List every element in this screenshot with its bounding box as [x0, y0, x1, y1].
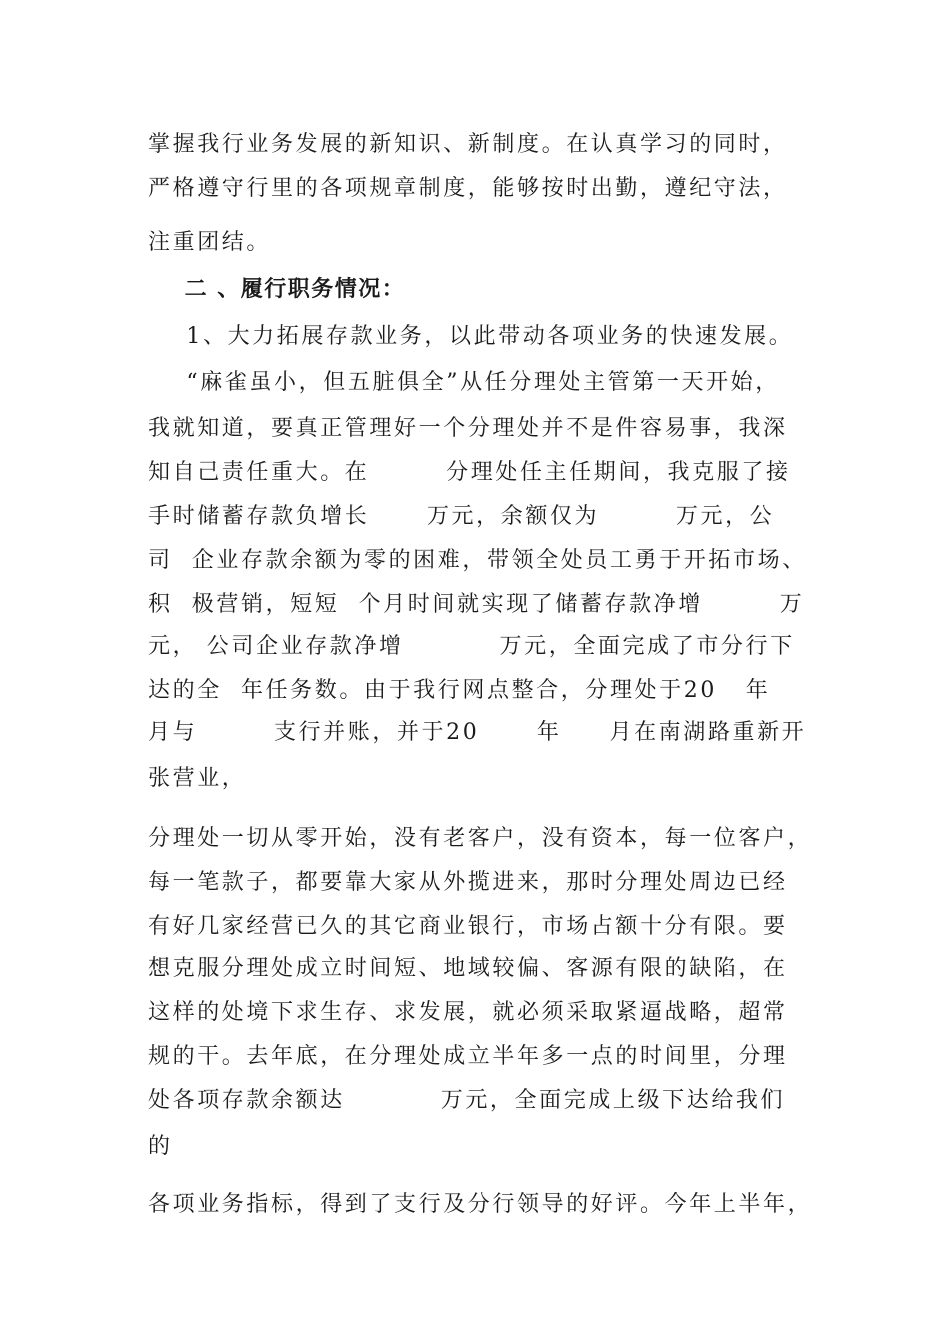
- text-line: 我就知道，要真正管理好一个分理处并不是件容易事，我深: [148, 416, 788, 441]
- text-line: 有好几家经营已久的其它商业银行，市场占额十分有限。要: [148, 914, 788, 939]
- text-line: 各项业务指标，得到了支行及分行领导的好评。今年上半年，: [148, 1192, 813, 1217]
- text-line: 手时储蓄存款负增长 万元，余额仅为 万元，公: [148, 504, 775, 529]
- text-line: 掌握我行业务发展的新知识、新制度。在认真学习的同时，: [148, 132, 788, 157]
- text-line: 想克服分理处成立时间短、地域较偏、客源有限的缺陷，在: [148, 956, 788, 981]
- text-line: 严格遵守行里的各项规章制度，能够按时出勤，遵纪守法，: [148, 176, 788, 201]
- text-line: 元， 公司企业存款净增 万元，全面完成了市分行下: [148, 634, 795, 659]
- text-line: 处各项存款余额达 万元，全面完成上级下达给我们: [148, 1088, 786, 1113]
- text-line: 注重团结。: [148, 230, 272, 255]
- text-line: 这样的处境下求生存、求发展，就必须采取紧逼战略，超常: [148, 1000, 788, 1025]
- text-line: 知自己责任重大。在 分理处任主任期间，我克服了接: [148, 460, 791, 485]
- text-line: 司 企业存款余额为零的困难，带领全处员工勇于开拓市场、: [148, 548, 807, 573]
- text-line: 达的全 年任务数。由于我行网点整合，分理处于20 年: [148, 678, 771, 703]
- text-line: 规的干。去年底，在分理处成立半年多一点的时间里，分理: [148, 1044, 788, 1069]
- text-line: 每一笔款子，都要靠大家从外揽进来，那时分理处周边已经: [148, 870, 788, 895]
- section-heading: 二 、履行职务情况：: [148, 276, 406, 302]
- text-line: “麻雀虽小，但五脏俱全”从任分理处主管第一天开始，: [148, 370, 780, 395]
- text-line: 张营业，: [148, 766, 247, 791]
- text-line: 积 极营销，短短 个月时间就实现了储蓄存款净增 万: [148, 592, 805, 617]
- text-line: 月与 支行并账，并于20 年 月在南湖路重新开: [148, 720, 807, 745]
- text-line: 分理处一切从零开始，没有老客户，没有资本，每一位客户，: [148, 826, 813, 851]
- text-line: 1、大力拓展存款业务，以此带动各项业务的快速发展。: [148, 324, 794, 349]
- text-line: 的: [148, 1134, 173, 1159]
